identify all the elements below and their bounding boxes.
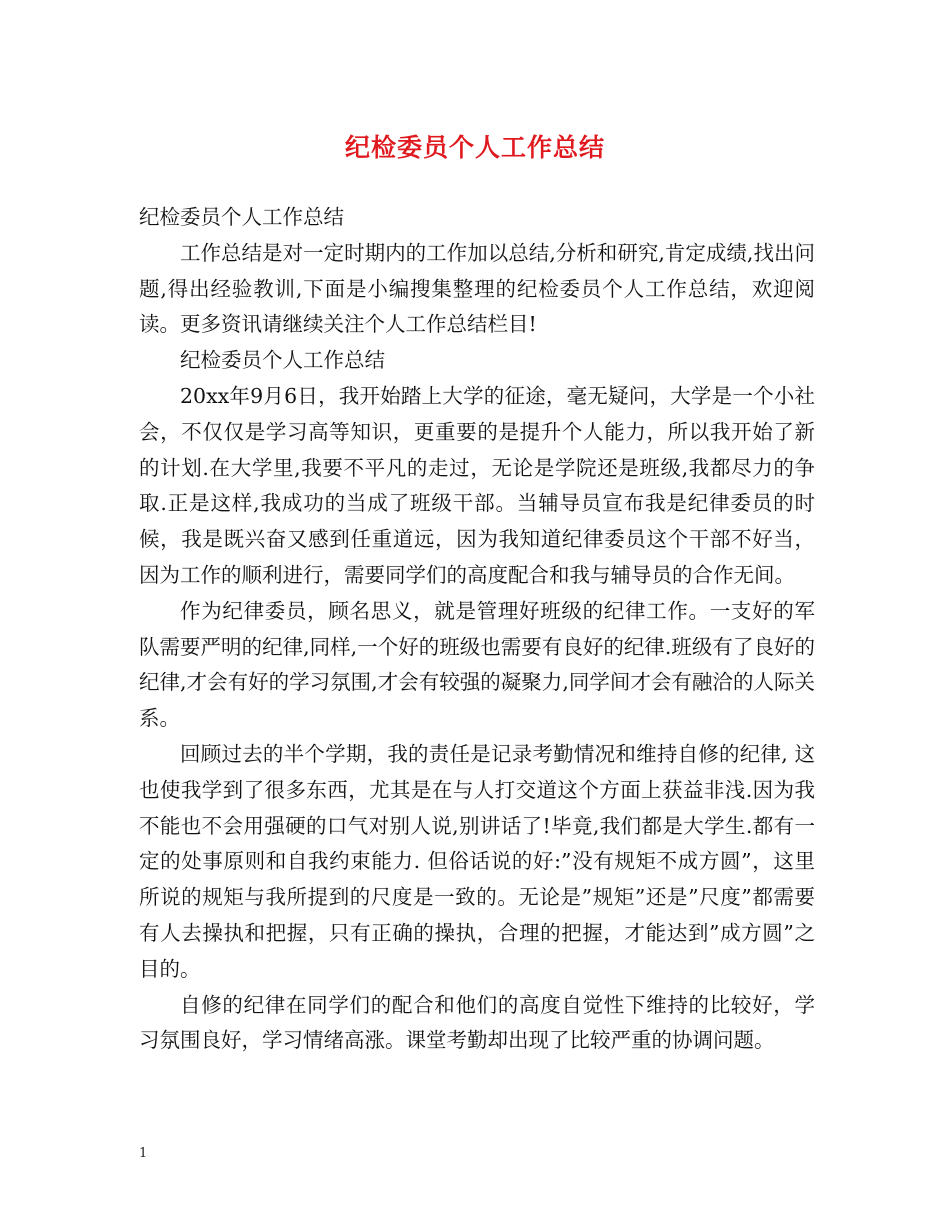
page-number: 1	[139, 1146, 148, 1161]
body-paragraph: 回顾过去的半个学期，我的责任是记录考勤情况和维持自修的纪律, 这也使我学到了很多东西，尤其是在与人打交道这个方面上获益非浅.因为我不能也不会用强硬的口气对别人说,别讲话了!毕竟,我们都是大学生.都有一定的处事原则和自我约束能力. 但俗话说的好:”没有规矩不成方圆”，这里所说的规矩与我所提到的尺度是一致的。无论是”规矩”还是”尺度”都需要有人去操执和把握，只有正确的操执，合理的把握，才能达到”成方圆”之目的。	[139, 741, 815, 981]
intro-paragraph: 工作总结是对一定时期内的工作加以总结,分析和研究,肯定成绩,找出问题,得出经验教训,下面是小编搜集整理的纪检委员个人工作总结，欢迎阅读。更多资讯请继续关注个人工作总结栏目!	[139, 240, 815, 337]
body-paragraph: 20xx年9月6日，我开始踏上大学的征途，毫无疑问，大学是一个小社会，不仅仅是学习高等知识，更重要的是提升个人能力，所以我开始了新的计划.在大学里,我要不平凡的走过，无论是学院还是班级,我都尽力的争取.正是这样,我成功的当成了班级干部。当辅导员宣布我是纪律委员的时候，我是既兴奋又感到任重道远，因为我知道纪律委员这个干部不好当，因为工作的顺利进行，需要同学们的高度配合和我与辅导员的合作无间。	[139, 383, 815, 587]
body-paragraph: 作为纪律委员，顾名思义，就是管理好班级的纪律工作。一支好的军队需要严明的纪律,同样,一个好的班级也需要有良好的纪律.班级有了良好的纪律,才会有好的学习氛围,才会有较强的凝聚力,同学间才会有融洽的人际关系。	[139, 598, 815, 731]
document-title: 纪检委员个人工作总结	[344, 133, 605, 162]
section-heading-paragraph: 纪检委员个人工作总结	[180, 348, 385, 373]
document-body	[139, 200, 815, 1059]
body-paragraph: 自修的纪律在同学们的配合和他们的高度自觉性下维持的比较好，学习氛围良好，学习情绪高涨。课堂考勤却出现了比较严重的协调问题。	[139, 992, 815, 1053]
subtitle-paragraph: 纪检委员个人工作总结	[139, 205, 344, 229]
